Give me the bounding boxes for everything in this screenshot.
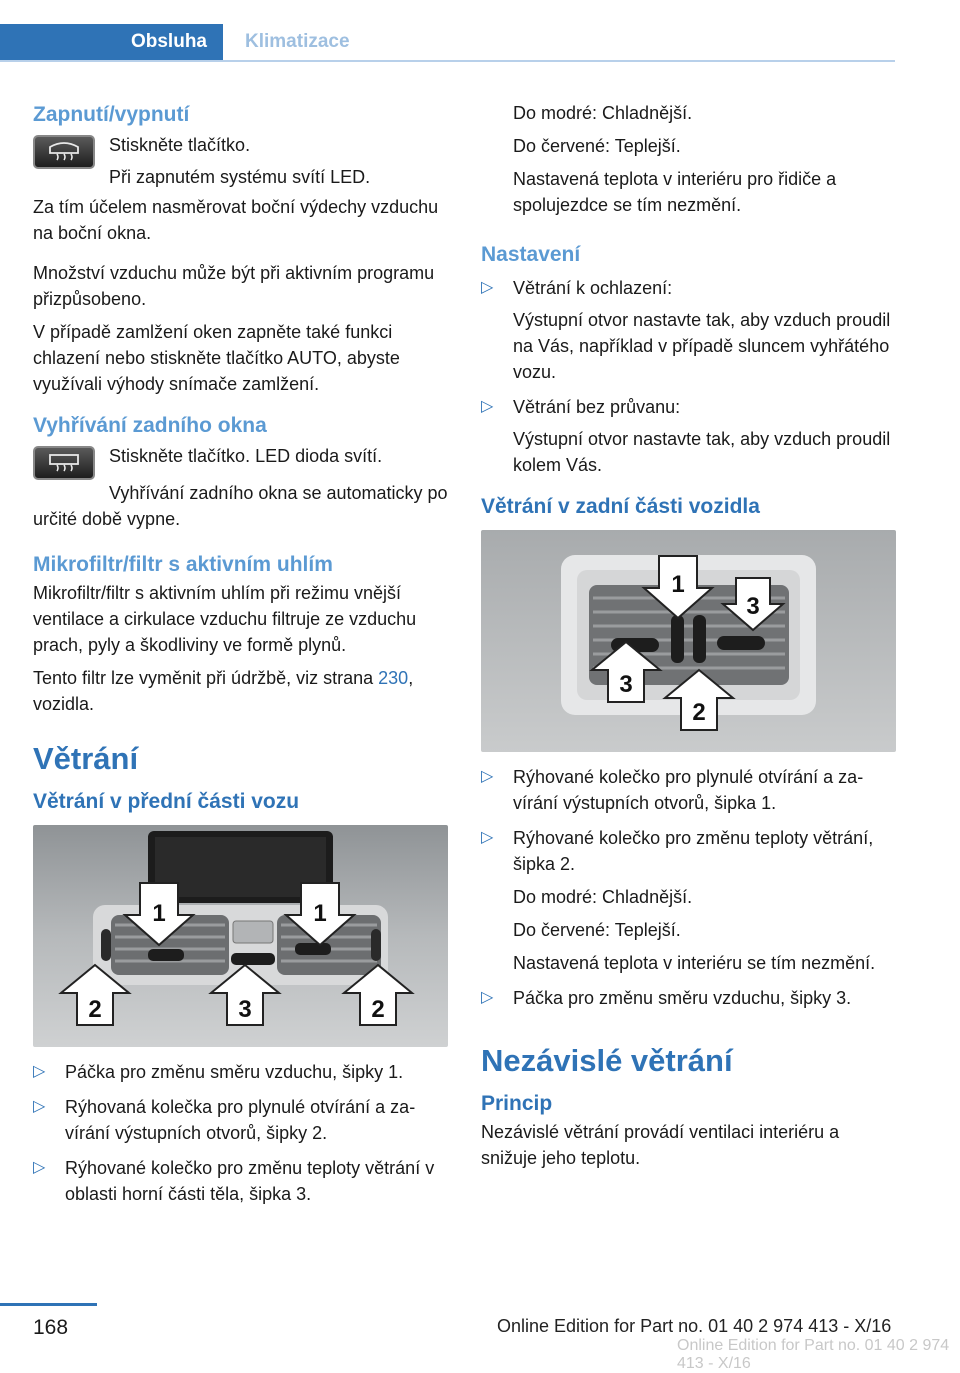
watermark-text: Online Edition for Part no. 01 40 2 974 413 - X/16 [677, 1337, 950, 1372]
list-item: ▷ Rýhovaná kolečka pro plynulé otvírání a zavírání výstupních otvorů, šipky 2. [33, 1094, 448, 1146]
on-off-line1: Stiskněte tlačítko. [109, 135, 251, 155]
triangle-bullet-icon: ▷ [481, 398, 494, 415]
front-vent-list [33, 1059, 448, 1207]
rear-window-defrost-button-icon [33, 446, 95, 480]
list-item: ▷ Páčka pro změnu směru vzduchu, šipky 1. [33, 1059, 448, 1085]
para-air-amount: Množství vzduchu může být při aktivním programu přizpůsobeno. [33, 263, 435, 309]
filter-text-a: Tento filtr lze vyměnit při údržbě, viz strana [33, 668, 379, 688]
triangle-bullet-icon: ▷ [33, 1098, 46, 1115]
settings-list [481, 275, 896, 478]
triangle-bullet-icon: ▷ [481, 829, 494, 846]
triangle-bullet-icon: ▷ [481, 768, 494, 785]
header-tabs [0, 24, 895, 62]
triangle-bullet-icon: ▷ [33, 1063, 46, 1080]
para-side-vents: Za tím účelem nasměrovat boční výdechy vzduchu na boční okna. [33, 197, 439, 243]
rear-line1: Stiskněte tlačítko. LED dioda svítí. [109, 446, 383, 466]
front-vents-photo [33, 825, 448, 1047]
filter-text-b: , vozidla. [33, 668, 414, 714]
heading-rear-window: Vyhřívání zadního okna [33, 414, 267, 437]
rear-vents-photo [481, 530, 896, 752]
list-item: ▷ Rýhované kolečko pro změnu teploty větrání, šipka 2. Do modré: Chladnější. Do červené: Teplejší. Nastavená teplota v interiéru se tím nezmění. [481, 825, 896, 976]
page-230-link[interactable]: 230 [378, 668, 409, 688]
defrost-symbol-icon [47, 141, 81, 163]
front-label-1b: 1 [313, 900, 327, 927]
right-column [481, 100, 896, 1178]
para-fogging: V případě zamlžení oken zapněte také funkci chlazení nebo stiskněte tlačítko AUTO, abyste využívali výhody snímače zamlžení. [33, 322, 400, 394]
rear-vent-list [481, 764, 896, 1011]
rear-label-1: 1 [671, 571, 685, 598]
windshield-defrost-button-icon [33, 135, 95, 169]
on-off-line2: Při zapnutém systému svítí LED. [109, 167, 371, 187]
tab-obsluha[interactable]: Obsluha [0, 24, 223, 60]
top-blue: Do modré: Chladnější. [513, 103, 693, 123]
triangle-bullet-icon: ▷ [481, 279, 494, 296]
list-item: ▷ Rýhované kolečko pro plynulé otvírání a zavírání výstupních otvorů, šipka 1. [481, 764, 896, 816]
heading-microfilter: Mikrofiltr/filtr s aktivním uhlím [33, 553, 333, 576]
heading-principle: Princip [481, 1092, 553, 1115]
front-label-3: 3 [238, 996, 252, 1023]
list-item: ▷ Rýhované kolečko pro změnu teploty větrání v oblasti horní části těla, šipka 3. [33, 1155, 448, 1207]
heading-independent-vent: Nezávislé větrání [481, 1043, 733, 1078]
triangle-bullet-icon: ▷ [481, 989, 494, 1006]
heading-rear-vent: Větrání v zadní části vozidla [481, 495, 760, 518]
top-red: Do červené: Teplejší. [513, 136, 681, 156]
footer-rule [0, 1303, 97, 1306]
tab-underline [0, 60, 895, 62]
rear-label-3a: 3 [746, 593, 760, 620]
front-label-2a: 2 [88, 996, 102, 1023]
front-label-2b: 2 [371, 996, 385, 1023]
para-principle: Nezávislé větrání provádí ventilaci interiéru a snižuje jeho teplotu. [481, 1122, 840, 1168]
list-item: ▷ Páčka pro změnu směru vzduchu, šipky 3. [481, 985, 896, 1011]
para-filter-replace [33, 665, 448, 717]
left-column [33, 100, 448, 1216]
front-label-1a: 1 [152, 900, 166, 927]
rear-label-2: 2 [692, 699, 706, 726]
tab-klimatizace[interactable]: Klimatizace [245, 31, 350, 52]
on-off-block [33, 132, 448, 194]
rear-defrost-block [33, 443, 448, 480]
triangle-bullet-icon: ▷ [33, 1159, 46, 1176]
rear-label-3b: 3 [619, 671, 633, 698]
rear-line2: Vyhřívání zadního okna se automaticky po určité době vypne. [33, 483, 448, 529]
list-item: ▷ Větrání k ochlazení: Výstupní otvor nastavte tak, aby vzduch proudil na Vás, například v případě sluncem vyhřátého vozu. [481, 275, 896, 385]
edition-text: Online Edition for Part no. 01 40 2 974 413 - X/16 [497, 1316, 892, 1336]
para-filter: Mikrofiltr/filtr s aktivním uhlím při režimu vnější ventilace a cirkulace vzduchu filtruje ze vzduchu prach, pyly a škodliviny ve formě plynů. [33, 583, 417, 655]
top-note: Nastavená teplota v interiéru pro řidiče a spolujezdce se tím nezmění. [513, 169, 837, 215]
heading-front-vent: Větrání v přední části vozu [33, 790, 300, 813]
heading-ventilation: Větrání [33, 741, 139, 776]
heading-settings: Nastavení [481, 243, 581, 266]
list-item: ▷ Větrání bez průvanu: Výstupní otvor nastavte tak, aby vzduch proudil kolem Vás. [481, 394, 896, 478]
rear-defrost-symbol-icon [47, 452, 81, 474]
heading-on-off: Zapnutí/vypnutí [33, 103, 190, 126]
page-number: 168 [33, 1316, 69, 1339]
